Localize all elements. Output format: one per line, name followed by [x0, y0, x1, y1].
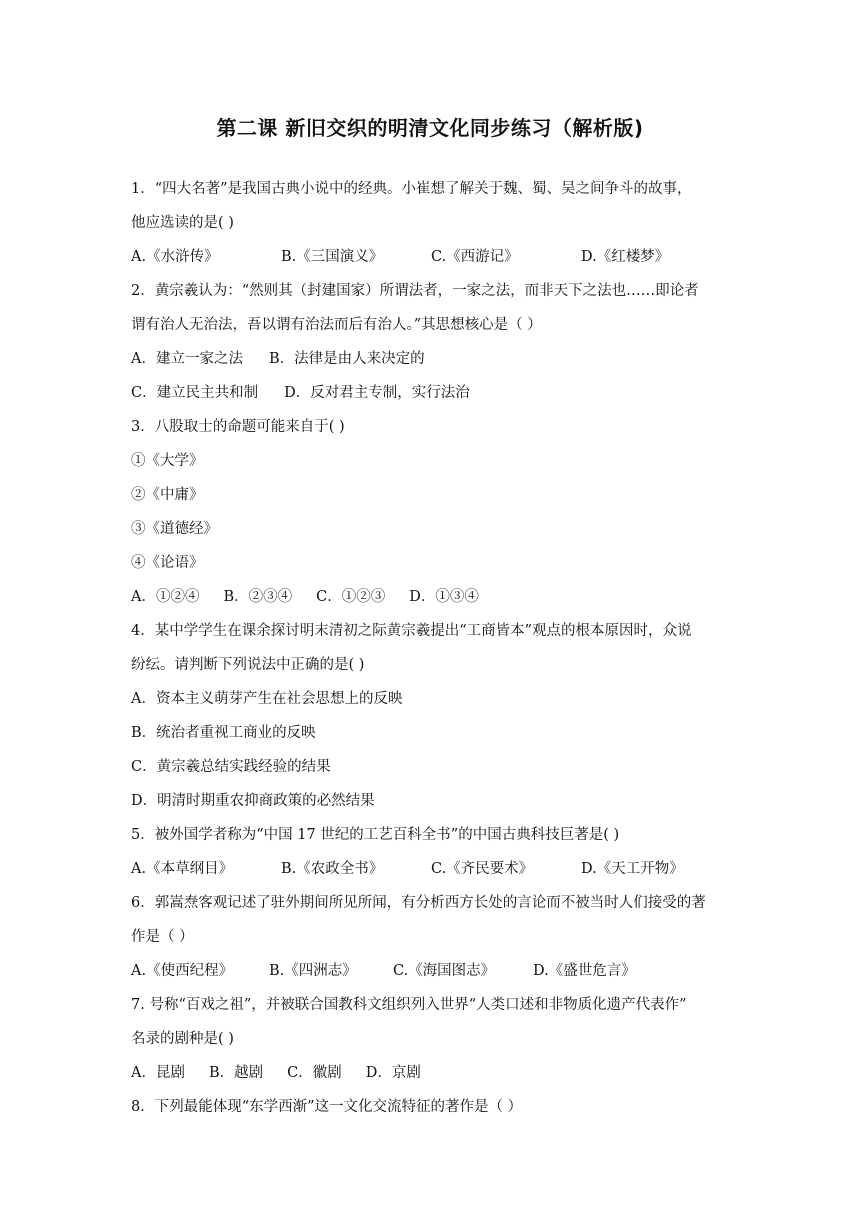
option-d: D.《天工开物》	[581, 861, 684, 877]
question-text-line: 8．下列最能体现“东学西渐”这一文化交流特征的著作是（ ）	[131, 1099, 523, 1115]
option-d: D.《盛世危言》	[533, 963, 636, 979]
question-5	[131, 818, 731, 886]
question-3	[131, 410, 731, 614]
question-text-line: 纷纭。请判断下列说法中正确的是( )	[131, 657, 365, 673]
option-b: B．统治者重视工商业的反映	[131, 725, 316, 741]
option-c: C．①②③	[316, 589, 386, 605]
option-a: A.《水浒传》	[131, 249, 219, 265]
question-2	[131, 274, 731, 410]
option-d: D．明清时期重农抑商政策的必然结果	[131, 793, 375, 809]
question-7	[131, 988, 731, 1090]
option-b: B．法律是由人来决定的	[268, 351, 425, 367]
answer-options	[131, 376, 731, 410]
option-c: C.《齐民要术》	[431, 861, 534, 877]
question-8	[131, 1090, 731, 1124]
option-d: D．反对君主专制，实行法治	[284, 385, 470, 401]
question-1	[131, 172, 731, 274]
option-a: A．①②④	[131, 589, 200, 605]
question-list	[131, 172, 731, 1124]
question-text-line: 谓有治人无治法，吾以谓有治法而后有治人。”其思想核心是（ ）	[131, 317, 542, 333]
option-a: A.《使西纪程》	[131, 963, 234, 979]
option-b: B.《农政全书》	[281, 861, 384, 877]
question-item-line: ③《道德经》	[131, 521, 218, 537]
question-text-line: 名录的剧种是( )	[131, 1031, 234, 1047]
option-b: B．②③④	[223, 589, 293, 605]
option-c: C．徽剧	[287, 1065, 342, 1081]
question-text-line: 他应选读的是( )	[131, 215, 234, 231]
option-b: B.《四洲志》	[269, 963, 357, 979]
option-b: B.《三国演义》	[281, 249, 384, 265]
page-title: 第二课 新旧交织的明清文化同步练习（解析版)	[216, 116, 644, 140]
option-a: A．建立一家之法	[131, 351, 243, 367]
question-text-line: 2．黄宗羲认为：“然则其（封建国家）所谓法者，一家之法，而非天下之法也……即论者	[131, 283, 699, 299]
question-text-line: 1．“四大名著”是我国古典小说中的经典。小崔想了解关于魏、蜀、吴之间争斗的故事，	[131, 181, 692, 197]
question-4	[131, 614, 731, 818]
question-text-line: 作是（ ）	[131, 929, 194, 945]
answer-options	[131, 580, 731, 614]
answer-options	[131, 954, 731, 988]
option-d: D．①③④	[409, 589, 479, 605]
option-a: A．昆剧	[131, 1065, 185, 1081]
question-text-line: 3．八股取士的命题可能来自于( )	[131, 419, 345, 435]
answer-options	[131, 1056, 731, 1090]
option-c: C．建立民主共和制	[131, 385, 259, 401]
question-text-line: 6．郭嵩焘客观记述了驻外期间所见所闻，有分析西方长处的言论而不被当时人们接受的著	[131, 895, 706, 911]
answer-options	[131, 342, 731, 376]
option-a: A.《本草纲目》	[131, 861, 234, 877]
question-text-line: 5．被外国学者称为“中国 17 世纪的工艺百科全书”的中国古典科技巨著是( )	[131, 827, 620, 843]
option-d: D．京剧	[365, 1065, 421, 1081]
question-item-line: ①《大学》	[131, 453, 204, 469]
answer-options	[131, 240, 731, 274]
option-c: C．黄宗羲总结实践经验的结果	[131, 759, 331, 775]
option-a: A．资本主义萌芽产生在社会思想上的反映	[131, 691, 403, 707]
question-text-line: 4．某中学学生在课余探讨明末清初之际黄宗羲提出“工商皆本”观点的根本原因时，众说	[131, 623, 692, 639]
option-d: D.《红楼梦》	[581, 249, 670, 265]
question-6	[131, 886, 731, 988]
answer-options	[131, 852, 731, 886]
question-item-line: ②《中庸》	[131, 487, 204, 503]
question-item-line: ④《论语》	[131, 555, 204, 571]
option-c: C.《西游记》	[431, 249, 519, 265]
option-c: C.《海国图志》	[393, 963, 496, 979]
question-text-line: 7. 号称“百戏之祖”，并被联合国教科文组织列入世界“人类口述和非物质化遗产代表作”	[131, 997, 687, 1013]
option-b: B．越剧	[208, 1065, 264, 1081]
